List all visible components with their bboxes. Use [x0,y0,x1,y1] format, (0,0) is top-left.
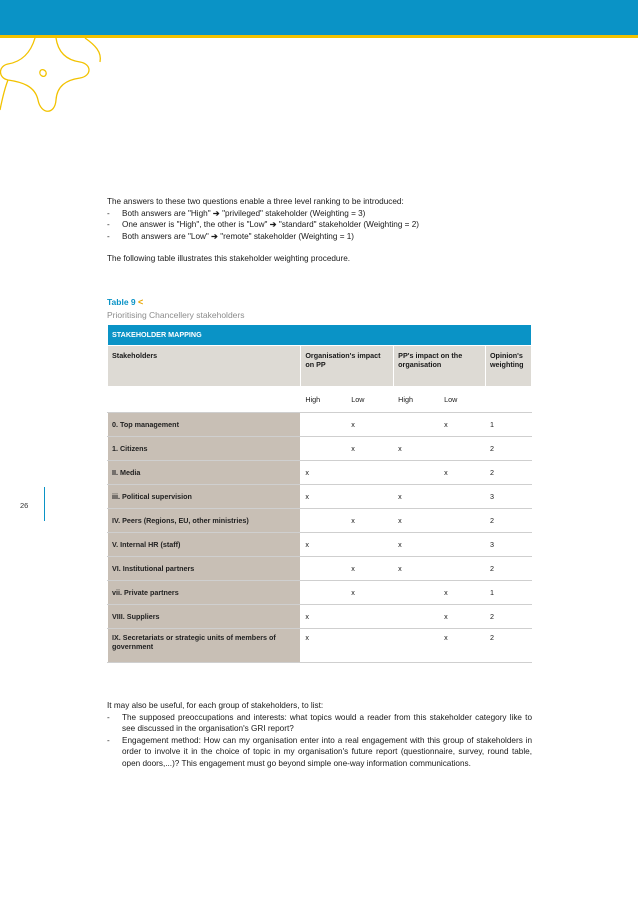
table-row [108,437,532,461]
subheader-high: High [394,387,440,413]
table-subtitle: Prioritising Chancellery stakeholders [107,309,245,320]
ranking-result: "standard" stakeholder (Weighting = 2) [276,220,420,229]
page-number: 26 [20,501,29,510]
table-header-row [108,325,532,346]
subheader-weight [485,387,531,413]
intro-lead: The answers to these two questions enable a three level ranking to be introduced: [107,197,404,206]
table-row [108,581,532,605]
cell-weighting: 2 [485,605,531,629]
intro-section [107,196,532,265]
cell-pp-low [440,533,486,557]
cell-org-high: x [301,485,347,509]
cell-org-low: x [347,581,394,605]
stakeholder-table [107,324,532,663]
decorative-star-graphic [0,0,110,140]
ranking-item [107,231,532,243]
stakeholder-label: VIII. Suppliers [108,605,301,629]
table-header: STAKEHOLDER MAPPING [108,325,532,346]
cell-org-high: x [301,605,347,629]
cell-weighting: 1 [485,413,531,437]
cell-pp-low [440,485,486,509]
ranking-item [107,219,532,231]
cell-pp-high [394,461,440,485]
table-row [108,605,532,629]
col-stakeholders: Stakeholders [108,346,301,387]
table-row [108,485,532,509]
cell-pp-high: x [394,533,440,557]
cell-org-low: x [347,509,394,533]
list-item: - Engagement method: How can my organisation enter into a real engagement with this group of stakeholders in order to involve it in the choice of topic in my organisation's future report (questionnaire, survey, round table, open doors,...)? This engagement must go beyond simple one-way information communications. [107,735,532,770]
outro-list [107,712,532,770]
cell-pp-low [440,509,486,533]
ranking-text: Both answers are "High" [122,208,213,218]
cell-weighting: 3 [485,533,531,557]
table-intro: The following table illustrates this stakeholder weighting procedure. [107,254,351,263]
cell-weighting: 2 [485,437,531,461]
cell-pp-low [440,437,486,461]
ranking-list [107,208,532,243]
cell-pp-high [394,413,440,437]
table-row [108,461,532,485]
arrow-icon: ➔ [211,231,218,241]
table-title: Table 9 [107,297,136,307]
stakeholder-label: vii. Private partners [108,581,301,605]
cell-org-high [301,509,347,533]
cell-weighting: 2 [485,461,531,485]
cell-org-low [347,533,394,557]
ranking-result: "privileged" stakeholder (Weighting = 3) [219,208,366,218]
chevron-left-icon: < [137,297,144,307]
subheader-low: Low [347,387,394,413]
stakeholder-label: 0. Top management [108,413,301,437]
cell-weighting: 1 [485,581,531,605]
subheader-low: Low [440,387,486,413]
table-row [108,509,532,533]
cell-pp-high [394,605,440,629]
cell-org-low [347,605,394,629]
list-item: - The supposed preoccupations and interests: what topics would a reader from this stakeholder category like to see discussed in the organisation's GRI report? [107,712,532,735]
cell-pp-low: x [440,629,486,663]
cell-weighting: 2 [485,509,531,533]
cell-org-low [347,629,394,663]
cell-pp-high: x [394,485,440,509]
stakeholder-label: II. Media [108,461,301,485]
ranking-item [107,208,532,220]
subheader-high: High [301,387,347,413]
stakeholder-label: VI. Institutional partners [108,557,301,581]
ranking-text: Both answers are "Low" [122,231,212,241]
stakeholder-label: V. Internal HR (staff) [108,533,301,557]
cell-org-low [347,461,394,485]
outro-lead: It may also be useful, for each group of stakeholders, to list: [107,701,324,710]
cell-org-high [301,581,347,605]
cell-pp-low: x [440,461,486,485]
table-row [108,413,532,437]
cell-pp-high: x [394,437,440,461]
cell-org-low: x [347,437,394,461]
cell-pp-high [394,581,440,605]
arrow-icon: ➔ [269,220,277,229]
cell-pp-low: x [440,413,486,437]
cell-weighting: 2 [485,557,531,581]
cell-pp-low: x [440,605,486,629]
cell-pp-low [440,557,486,581]
page-number-divider [44,487,45,521]
cell-weighting: 3 [485,485,531,509]
outro-section [107,700,532,769]
table-row [108,533,532,557]
cell-weighting: 2 [485,629,531,663]
col-org-impact: Organisation's impact on PP [301,346,394,387]
cell-org-high: x [301,461,347,485]
stakeholder-label: IX. Secretariats or strategic units of members of government [108,629,301,663]
ranking-result: "remote" stakeholder (Weighting = 1) [217,231,355,241]
cell-org-high [301,557,347,581]
cell-pp-low: x [440,581,486,605]
stakeholder-label: 1. Citizens [108,437,301,461]
cell-org-low [347,485,394,509]
table-row [108,557,532,581]
cell-org-high [301,413,347,437]
cell-org-high: x [301,629,347,663]
cell-pp-high [394,629,440,663]
stakeholder-label: iii. Political supervision [108,485,301,509]
cell-pp-high: x [394,557,440,581]
cell-org-high: x [301,533,347,557]
cell-org-low: x [347,557,394,581]
cell-pp-high: x [394,509,440,533]
cell-org-low: x [347,413,394,437]
table-row [108,629,532,663]
column-header-row [108,346,532,387]
col-pp-impact: PP's impact on the organisation [394,346,486,387]
cell-org-high [301,437,347,461]
stakeholder-label: IV. Peers (Regions, EU, other ministries) [108,509,301,533]
subheader-row [108,387,532,413]
table-caption [107,297,244,321]
ranking-text: One answer is "High", the other is "Low" [122,220,270,229]
subheader-blank [108,387,301,413]
col-weighting: Opinion's weighting [485,346,531,387]
arrow-icon: ➔ [212,208,220,218]
